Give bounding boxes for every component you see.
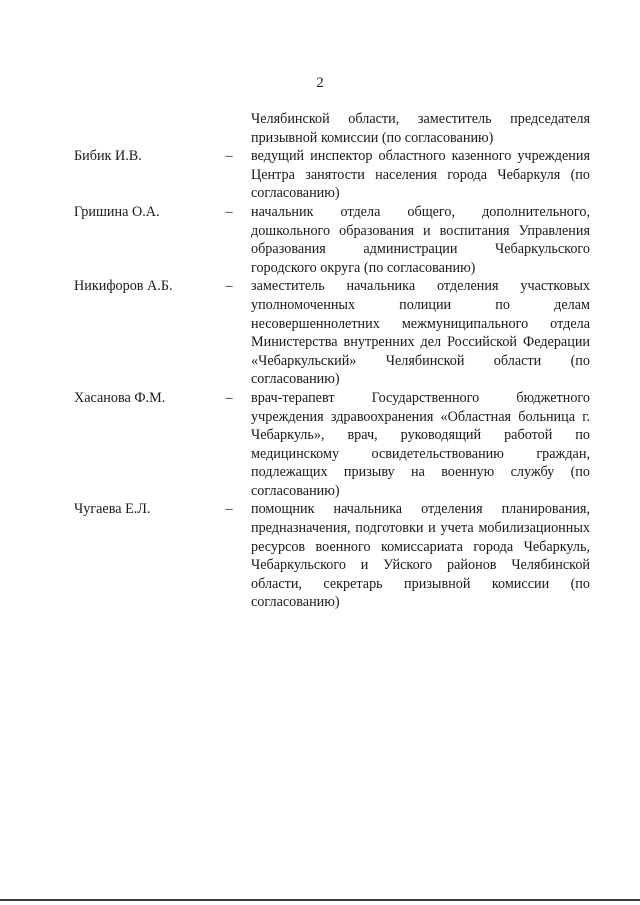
dash-separator: –	[225, 203, 233, 220]
member-position: заместитель начальника отделения участковых уполномоченных полиции по делам несовершеннолетних межмуниципального отдела Министерства внутренних дел Российской Федерации «Чебаркульский» Челябинской области (по согласованию)	[251, 278, 590, 388]
intro-row	[74, 110, 590, 147]
member-row	[74, 147, 590, 203]
dash-separator: –	[225, 501, 233, 518]
intro-text: Челябинской области, заместитель председателя призывной комиссии (по согласованию)	[251, 111, 590, 146]
member-position: врач-терапевт Государственного бюджетного учреждения здравоохранения «Областная больница г. Чебаркуль», врач, руководящий работой по медицинскому освидетельствованию граждан, подлежащих призыву на военную службу (по согласованию)	[251, 389, 590, 499]
member-row	[74, 203, 590, 277]
member-row	[74, 277, 590, 389]
member-row	[74, 500, 590, 612]
dash-separator: –	[225, 148, 233, 165]
member-position: ведущий инспектор областного казенного учреждения Центра занятости населения города Чебаркуля (по согласованию)	[251, 148, 590, 202]
member-name: Бибик И.В.	[74, 148, 142, 165]
member-row	[74, 389, 590, 501]
page-number: 2	[316, 75, 324, 91]
dash-separator: –	[225, 389, 233, 406]
member-name: Чугаева Е.Л.	[74, 501, 151, 518]
dash-separator: –	[225, 278, 233, 295]
commission-members-list	[74, 110, 590, 612]
member-name: Никифоров А.Б.	[74, 278, 173, 295]
scan-bottom-edge	[0, 899, 640, 901]
member-name: Гришина О.А.	[74, 203, 160, 220]
member-name: Хасанова Ф.М.	[74, 389, 166, 406]
member-position: начальник отдела общего, дополнительного, дошкольного образования и воспитания Управления образования администрации Чебаркульского городского округа (по согласованию)	[251, 203, 590, 276]
member-position: помощник начальника отделения планирования, предназначения, подготовки и учета мобилизационных ресурсов военного комиссариата города Чебаркуль, Чебаркульского и Уйского районов Челябинской области, секретарь призывной комиссии (по согласованию)	[251, 501, 590, 611]
